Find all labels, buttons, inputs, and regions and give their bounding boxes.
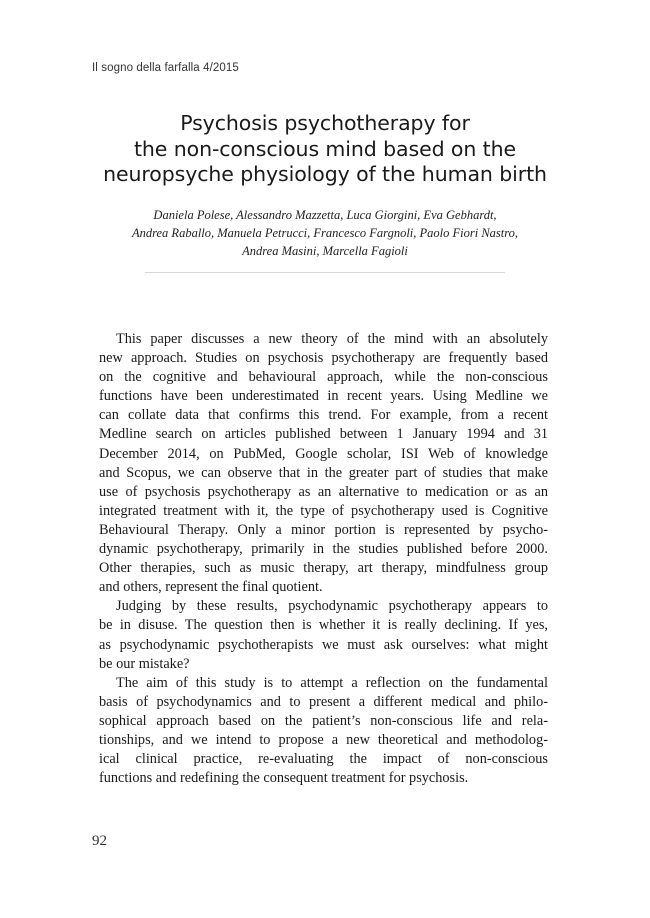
title-divider bbox=[145, 272, 505, 273]
author-line: Andrea Raballo, Manuela Petrucci, Francesco Fargnoli, Paolo Fiori Nastro, bbox=[131, 226, 519, 240]
abstract-line: Judging by these results, psychodynamic psychotherapy appears to bbox=[116, 598, 548, 615]
abstract-line: be in disuse. The question then is whether it is really declining. If yes, bbox=[99, 617, 548, 634]
title-line: Psychosis psychotherapy for bbox=[180, 111, 470, 135]
article-title bbox=[92, 111, 558, 188]
abstract-line: can collate data that confirms this trend. For example, from a recent bbox=[99, 407, 548, 424]
abstract-line: December 2014, on PubMed, Google scholar, ISI Web of knowledge bbox=[99, 445, 548, 462]
abstract-line: Medline search on articles published between 1 January 1994 and 31 bbox=[99, 426, 548, 443]
abstract-line: dynamic psychotherapy, primarily in the studies published before 2000. bbox=[99, 541, 548, 558]
running-header: Il sogno della farfalla 4/2015 bbox=[92, 62, 239, 74]
abstract-line: integrated treatment with it, the type of psychotherapy used is Cognitive bbox=[99, 502, 548, 519]
abstract-body bbox=[99, 330, 548, 788]
abstract-line: and Scopus, we can observe that in the greater part of studies that make bbox=[99, 464, 548, 481]
abstract-line: as psychodynamic psychotherapists we must ask ourselves: what might bbox=[99, 636, 548, 653]
author-line: Andrea Masini, Marcella Fagioli bbox=[242, 244, 408, 258]
abstract-line: sophical approach based on the patient’s non-conscious life and rela- bbox=[99, 712, 548, 729]
abstract-line: and others, represent the final quotient. bbox=[99, 579, 323, 596]
abstract-line: be our mistake? bbox=[99, 655, 190, 672]
title-line: neuropsyche physiology of the human birth bbox=[103, 162, 547, 186]
abstract-line: basis of psychodynamics and to present a different medical and philo- bbox=[99, 693, 548, 710]
abstract-line: Other therapies, such as music therapy, art therapy, mindfulness group bbox=[99, 560, 548, 577]
abstract-line: This paper discusses a new theory of the mind with an absolutely bbox=[116, 331, 548, 347]
abstract-line: Behavioural Therapy. Only a minor portion is represented by psycho- bbox=[99, 521, 548, 538]
author-line: Daniela Polese, Alessandro Mazzetta, Luca Giorgini, Eva Gebhardt, bbox=[153, 208, 497, 222]
abstract-line: on the cognitive and behavioural approach, while the non-conscious bbox=[99, 369, 548, 386]
title-line: the non-conscious mind based on the bbox=[133, 136, 517, 161]
abstract-line: ical clinical practice, re-evaluating the impact of non-conscious bbox=[99, 751, 548, 768]
abstract-line: use of psychosis psychotherapy as an alternative to medication or as an bbox=[99, 483, 548, 500]
abstract-line: functions have been underestimated in recent years. Using Medline we bbox=[99, 388, 548, 405]
abstract-line: The aim of this study is to attempt a reflection on the fundamental bbox=[116, 674, 548, 691]
page-number: 92 bbox=[92, 833, 107, 849]
author-list bbox=[92, 206, 558, 260]
abstract-line: new approach. Studies on psychosis psychotherapy are frequently based bbox=[99, 350, 548, 367]
abstract-line: tionships, and we intend to propose a new theoretical and methodolog- bbox=[99, 731, 548, 748]
abstract-line: functions and redefining the consequent treatment for psychosis. bbox=[99, 770, 469, 787]
